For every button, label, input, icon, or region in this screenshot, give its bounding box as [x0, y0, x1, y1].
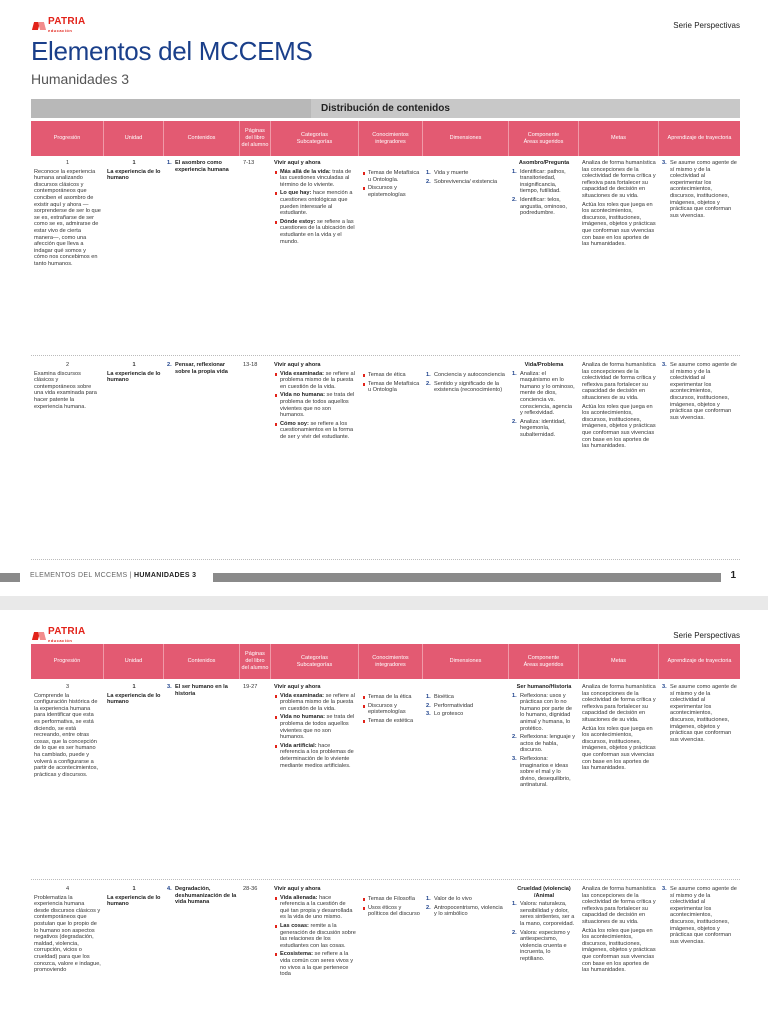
dimension-item: 1. Vida y muerte	[426, 170, 469, 176]
conocimientos-cell	[359, 882, 423, 1024]
paginas-cell: 28-36	[243, 886, 258, 892]
dimension-item: 2. Sobrevivencia/ existencia	[426, 178, 498, 185]
dimension-item: 2. Sentido y significado de la existencia (reconocimiento)	[426, 380, 503, 394]
componente-item: 1. Valora: naturaleza, sensibilidad y dolor, seres sintientes, ser a la mano, corporeidad.	[512, 901, 575, 927]
componente-cell: Crueldad (violencia) /Animal 1. Valora: naturaleza, sensibilidad y dolor, seres sintientes, ser a la mano, corporeidad. 2. Valora: especismo y antiespecismo, violencia cruenta e incruenta, lo reptiliano.	[512, 886, 575, 962]
contenido-cell: 2. Pensar, reflexionar sobre la propia vida	[167, 362, 228, 375]
categoria-item: Vida alienada: hace referencia a la cuestión de qué tan propia y desarrollada es la vida de uno mismo.	[274, 895, 356, 921]
categoria-item: Vida examinada: se refiere al problema mismo de la puesta en cuestión de la vida.	[274, 693, 356, 713]
distribution-title: Distribución de contenidos	[321, 103, 450, 114]
contenido-cell: 1. El asombro como experiencia humana	[167, 160, 229, 173]
dimension-item: 2. Performatividad	[426, 702, 474, 709]
categoria-item: Vida examinada: se refiere al problema mismo de la puesta en cuestión de la vida.	[274, 371, 356, 391]
conocimiento-item: Temas de Filosofía	[362, 896, 420, 903]
progresion-cell: 2 Examina discursos clásicos y contemporáneos sobre una vida examinada para hacer patente la experiencia humana.	[34, 362, 97, 410]
progresion-cell: 4 Problematiza la experiencia humana desde discursos clásicos y contemporáneos que postulan que lo propio de lo humano son aspectos negativos (degradación, maldad, violencia, corrupción, vicios o crueldad) para que los conozca, valore e indague, promoviendo	[34, 886, 101, 974]
header-unidad: Unidad	[104, 121, 164, 156]
footer-right-bar	[213, 573, 721, 582]
dimensiones-cell	[423, 156, 509, 355]
patria-logo	[33, 17, 86, 35]
header-progresion: Progresión	[31, 121, 104, 156]
categoria-item: Cómo soy: se refiere a los cuestionamientos en la forma de ser y vivir del estudiante.	[274, 421, 356, 441]
componente-item: 3. Reflexiona: imaginarios e ideas sobre el mal y lo divino, desequilibrio, antinatural.	[512, 755, 571, 789]
page-2	[0, 610, 768, 1024]
componente-cell: Vida/Problema 1. Analiza: el maquinismo en lo humano y lo ominoso, mente de dios, conciencia vs. consciencia, agencia y reflexividad. 2. Analiza: identidad, hegemonía, subalternidad.	[512, 362, 575, 438]
series-label: Serie Perspectivas	[673, 631, 740, 640]
componente-cell: Asombro/Pregunta 1. Identificar: pathos, transitoriedad, insignificancia, tiempo, futilidad. 2. Identificar: telos, angustia, ominoso, podredumbre.	[509, 156, 579, 355]
dimension-item: 2. Antropocentrismo, violencia y lo simbólico	[426, 904, 503, 918]
dimension-item: 1. Bioética	[426, 694, 454, 700]
footer-left-bar	[0, 573, 20, 582]
conocimientos-cell	[359, 680, 423, 879]
patria-logo	[33, 627, 86, 645]
conocimiento-item: Temas de la ética	[362, 694, 420, 701]
logo-sub: educación	[48, 638, 73, 643]
table-row	[31, 882, 740, 1024]
header-aprendizaje: Aprendizaje de trayectoria	[667, 658, 732, 664]
header-conocimientos: Conocimientos integradores	[359, 121, 423, 156]
paginas-cell: 19-27	[243, 684, 258, 690]
aprendizaje-cell: 3. Se asume como agente de sí mismo y de la colectividad al experimentar los acontecimientos, discursos, instituciones, imágenes, objetos y prácticas que conforman sus vivencias.	[662, 362, 737, 421]
page-gap	[0, 596, 768, 610]
componente-item: 2. Valora: especismo y antiespecismo, violencia cruenta e incruenta, lo reptiliano.	[512, 929, 570, 962]
header-unidad: Unidad	[104, 644, 164, 679]
metas-cell: Analiza de forma humanística las concepciones de la colectividad de forma crítica y reflexiva para fortalecer su capacidad de decisión en situaciones de su vida. Actúa los roles que juega en los acontecimientos, discursos, instituciones, imágenes, objetos y prácticas que conforman sus vivencias con base en los aportes de las humanidades.	[582, 362, 656, 450]
unidad-cell: 1 La experiencia de lo humano	[107, 362, 161, 384]
header-contenidos: Contenidos	[164, 121, 240, 156]
componente-cell: Ser humano/Historia 1. Reflexiona: usos y prácticas con lo no humano por parte de lo humano, dignidad animal y humana, lo protético. 2. Reflexiona: lenguaje y actos de habla, discurso. 3. Reflexiona: imaginarios e ideas sobre el mal y lo divino, desequilibrio, antinatural.	[512, 684, 576, 789]
paginas-cell: 13-18	[243, 362, 258, 368]
categoria-item: Vida no humana: se trata del problema de todos aquellos vivientes que no son humanos.	[274, 714, 356, 740]
categoria-item: Ecosistema: se refiere a la vida común con seres vivos y no vivos a la que pertenece toda	[274, 951, 356, 977]
unidad-cell: 1 La experiencia de lo humano	[107, 160, 161, 182]
categorias-cell: Vivir aquí y ahora Vida alienada: hace referencia a la cuestión de qué tan propia y desarrollada es la vida de uno mismo. Las cosas: remite a la generación de discusión sobre las relaciones de los estudiantes con las cosas. Ecosistema: se refiere a la vida común con seres vivos y no vivos a la que pertenece toda	[274, 886, 356, 978]
footer-text: ELEMENTOS DEL MCCEMS | HUMANIDADES 3	[30, 572, 197, 579]
progresion-cell: 3 Comprende la configuración histórica de la experiencia humana para identificar que esta es performativa, se está diciendo, se está recreando, entre otras cosas, que la concepción de lo que es ser humano ha cambiado, puede y volverá a configurarse a partir de acontecimientos, prácticas y discursos.	[34, 684, 99, 778]
conocimientos-cell	[359, 358, 423, 559]
header-aprendizaje: Aprendizaje de trayectoria	[667, 135, 732, 141]
dimensiones-cell	[423, 882, 509, 1024]
patria-logo-icon	[33, 21, 45, 31]
table-header	[31, 121, 740, 156]
header-componente: Componente Áreas sugeridos	[509, 644, 579, 679]
contenido-cell: 3. El ser humano en la historia	[167, 684, 228, 697]
metas-cell: Analiza de forma humanística las concepciones de la colectividad de forma crítica y reflexiva para fortalecer su capacidad de decisión en situaciones de su vida. Actúa los roles que juega en los acontecimientos, discursos, instituciones, imágenes, objetos y prácticas que conforman sus vivencias con base en los aportes de las humanidades.	[582, 160, 656, 248]
conocimiento-item: Usos éticos y políticos del discurso	[362, 905, 420, 918]
header-dimensiones: Dimensiones	[423, 644, 509, 679]
componente-item: 2. Analiza: identidad, hegemonía, subalternidad.	[512, 418, 566, 438]
contenido-cell: 4. Degradación, deshumanización de la vida humana	[167, 886, 237, 906]
categoria-item: Vida no humana: se trata del problema de todos aquellos vivientes que no son humanos.	[274, 392, 356, 418]
header-componente: Componente Áreas sugeridos	[509, 121, 579, 156]
dimensiones-cell	[423, 680, 509, 879]
page-number: 1	[730, 570, 736, 581]
header-categorias: Categorías Subcategorías	[271, 644, 359, 679]
categorias-cell: Vivir aquí y ahora Más allá de la vida: trata de las cuestiones vinculadas al término de lo viviente. Lo que hay: hace mención a cuestiones ontológicas que pueden interesarle al estudiante. Dónde estoy: se refiere a las cuestiones de la ubicación del estudiante en la vida y el mundo.	[274, 160, 355, 245]
dimension-item: 3. Lo grotesco	[426, 711, 464, 718]
aprendizaje-cell: 3. Se asume como agente de sí mismo y de la colectividad al experimentar los acontecimientos, discursos, instituciones, imágenes, objetos y prácticas que conforman sus vivencias.	[662, 684, 737, 743]
categoria-item: Lo que hay: hace mención a cuestiones ontológicas que pueden interesarle al estudiante.	[274, 190, 356, 216]
table-row	[31, 156, 740, 356]
aprendizaje-cell: 3. Se asume como agente de sí mismo y de la colectividad al experimentar los acontecimientos, discursos, instituciones, imágenes, objetos y prácticas que conforman sus vivencias.	[662, 160, 737, 219]
header-conocimientos: Conocimientos integradores	[359, 644, 423, 679]
logo-sub: educación	[48, 28, 73, 33]
table-row	[31, 358, 740, 560]
header-paginas: Páginas del libro del alumno	[240, 644, 271, 679]
metas-cell: Analiza de forma humanística las concepciones de la colectividad de forma crítica y reflexiva para fortalecer su capacidad de decisión en situaciones de su vida. Actúa los roles que juega en los acontecimientos, discursos, instituciones, imágenes, objetos y prácticas que conforman sus vivencias con base en los aportes de las humanidades.	[582, 886, 656, 974]
categoria-item: Las cosas: remite a la generación de discusión sobre las relaciones de los estudiantes con las cosas.	[274, 923, 356, 949]
categorias-cell: Vivir aquí y ahora Vida examinada: se refiere al problema mismo de la puesta en cuestión de la vida. Vida no humana: se trata del problema de todos aquellos vivientes que no son humanos. Vida artificial: hace referencia a los problemas de determinación de lo viviente mediante medios artificiales.	[274, 684, 355, 769]
header-contenidos: Contenidos	[164, 644, 240, 679]
logo-name: PATRIA	[48, 626, 86, 637]
header-metas: Metas	[579, 644, 659, 679]
dimension-item: 1. Conciencia y autoconciencia	[426, 372, 505, 378]
series-label: Serie Perspectivas	[673, 21, 740, 30]
header-dimensiones: Dimensiones	[423, 121, 509, 156]
logo-name: PATRIA	[48, 16, 86, 27]
aprendizaje-cell: 3. Se asume como agente de sí mismo y de la colectividad al experimentar los acontecimientos, discursos, instituciones, imágenes, objetos y prácticas que conforman sus vivencias.	[662, 886, 737, 945]
componente-item: 2. Identificar: telos, angustia, ominoso, podredumbre.	[512, 196, 567, 217]
componente-item: 1. Identificar: pathos, transitoriedad, insignificancia, tiempo, futilidad.	[512, 168, 566, 195]
conocimiento-item: Temas de Metafísica u Ontología.	[362, 170, 420, 183]
conocimientos-cell	[359, 156, 423, 355]
header-paginas: Páginas del libro del alumno	[240, 121, 271, 156]
componente-item: 2. Reflexiona: lenguaje y actos de habla, discurso.	[512, 734, 576, 754]
header-progresion: Progresión	[31, 644, 104, 679]
page-title: Elementos del MCCEMS	[31, 36, 313, 66]
header-categorias: Categorías Subcategorías	[271, 121, 359, 156]
header-metas: Metas	[579, 121, 659, 156]
conocimiento-item: Discursos y epistemologías	[362, 185, 420, 198]
unidad-cell: 1 La experiencia de lo humano	[107, 684, 161, 706]
dimensiones-cell	[423, 358, 509, 559]
componente-item: 1. Reflexiona: usos y prácticas con lo no humano por parte de lo humano, dignidad animal y humana, lo protético.	[512, 692, 572, 732]
unidad-cell: 1 La experiencia de lo humano	[107, 886, 161, 908]
paginas-cell: 7-13	[243, 160, 255, 166]
conocimiento-item: Temas de ética	[362, 372, 420, 379]
conocimiento-item: Discursos y epistemologías	[362, 703, 420, 716]
categoria-item: Vida artificial: hace referencia a los problemas de determinación de lo viviente mediante medios artificiales.	[274, 743, 356, 769]
categoria-item: Dónde estoy: se refiere a las cuestiones de la ubicación del estudiante en la vida y el mundo.	[274, 219, 356, 245]
conocimiento-item: Temas de estética	[362, 718, 420, 725]
metas-cell: Analiza de forma humanística las concepciones de la colectividad de forma crítica y reflexiva para fortalecer su capacidad de decisión en situaciones de su vida. Actúa los roles que juega en los acontecimientos, discursos, instituciones, imágenes, objetos y prácticas que conforman sus vivencias con base en los aportes de las humanidades.	[582, 684, 656, 772]
dimension-item: 1. Valor de lo vivo	[426, 896, 472, 902]
progresion-cell: 1 Reconoce la experiencia humana analizando discursos clásicos y contemporáneos que conciben el asombro de existir aquí y ahora —sorprenderse de ser lo que se es, extrañarse de ser como se es, admirarse de estar vivo de cierta manera—, como una afección que lleva a indagar qué somos y cómo nos concebimos en tanto humanos.	[34, 160, 101, 267]
categoria-item: Más allá de la vida: trata de las cuestiones vinculadas al término de lo viviente.	[274, 169, 356, 189]
conocimiento-item: Temas de Metafísica u Ontología	[362, 381, 420, 394]
distribution-title-bar	[31, 99, 740, 118]
componente-item: 1. Analiza: el maquinismo en lo humano y lo ominoso, mente de dios, conciencia vs. consciencia, agencia y reflexividad.	[512, 370, 575, 417]
page-subtitle: Humanidades 3	[31, 71, 130, 87]
table-header	[31, 644, 740, 679]
categorias-cell: Vivir aquí y ahora Vida examinada: se refiere al problema mismo de la puesta en cuestión de la vida. Vida no humana: se trata del problema de todos aquellos vivientes que no son humanos. Cómo soy: se refiere a los cuestionamientos en la forma de ser y vivir del estudiante.	[274, 362, 355, 440]
patria-logo-icon	[33, 631, 45, 641]
table-row	[31, 680, 740, 880]
